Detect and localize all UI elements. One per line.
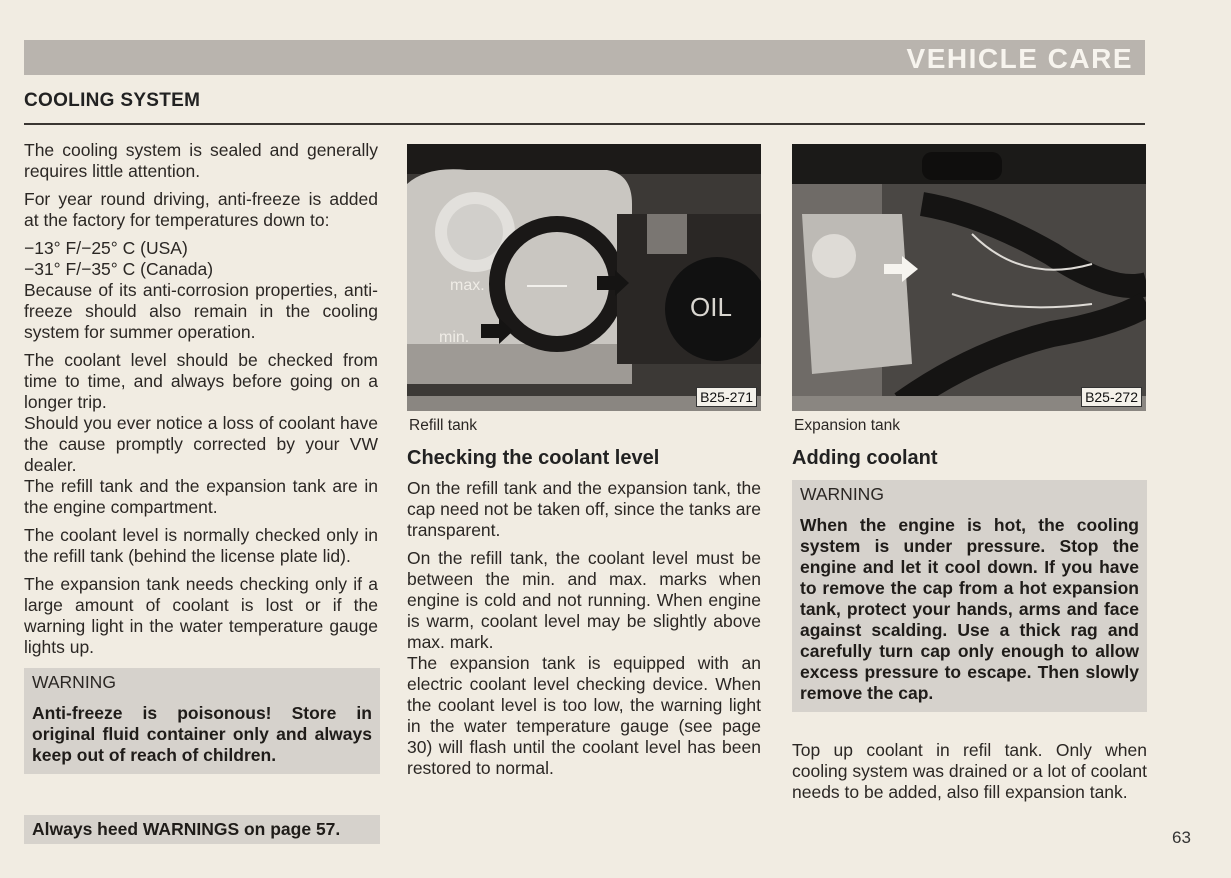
heed-warnings-note: Always heed WARNINGS on page 57. (24, 815, 380, 844)
warning-text: When the engine is hot, the cooling system is under pressure. Stop the engine and let it cool down. If you have to remove the cap from a hot expansion tank, protect your hands, arms and face against scalding. Use a thick rag and carefully turn cap only enough to allow excess pressure to escape. Then slowly remove the cap. (800, 515, 1139, 703)
heading-checking: Checking the coolant level (407, 447, 660, 469)
oil-cap-label: OIL (690, 292, 732, 322)
photo-reference: B25-272 (1081, 387, 1142, 407)
paragraph: Because of its anti-corrosion properties, anti-freeze should also remain in the cooling system for summer operation. (24, 280, 378, 342)
paragraph: For year round driving, anti-freeze is added at the factory for temperatures down to: (24, 189, 378, 230)
temperature-canada: −31° F/−35° C (Canada) (24, 259, 214, 279)
min-label: min. (439, 329, 470, 346)
paragraph: The cooling system is sealed and generally requires little attention. (24, 140, 378, 181)
paragraph: On the refill tank and the expansion tank, the cap need not be taken off, since the tanks are transparent. (407, 478, 761, 540)
header-band (24, 40, 1145, 75)
warning-title: WARNING (32, 672, 116, 692)
paragraph: The expansion tank is equipped with an electric coolant level checking device. When the coolant level is too low, the warning light in the water temperature gauge (see page 30) will flash until the coolant level has been restored to normal. (407, 653, 761, 778)
warning-text: Anti-freeze is poisonous! Store in original fluid container only and always keep out of reach of children. (32, 703, 372, 765)
expansion-tank-photo (792, 144, 1146, 411)
paragraph: The refill tank and the expansion tank are in the engine compartment. (24, 476, 378, 517)
header-title: VEHICLE CARE (906, 43, 1133, 74)
paragraph: The expansion tank needs checking only if a large amount of coolant is lost or if the warning light in the water temperature gauge lights up. (24, 574, 378, 657)
paragraph: Should you ever notice a loss of coolant have the cause promptly corrected by your VW dealer. (24, 413, 378, 475)
photo-caption: Expansion tank (794, 417, 900, 434)
column-intro (24, 140, 378, 774)
section-title: COOLING SYSTEM (24, 90, 201, 111)
warning-box (792, 480, 1147, 712)
expansion-tank-illustration (792, 144, 1146, 411)
section-rule (24, 123, 1145, 125)
photo-caption: Refill tank (409, 417, 478, 434)
refill-tank-illustration (407, 144, 761, 411)
paragraph: On the refill tank, the coolant level must be between the min. and max. marks when engine is cold and not running. When engine is warm, coolant level may be slightly above max. mark. (407, 548, 761, 652)
column-checking (407, 144, 761, 786)
max-label: max. (450, 277, 485, 294)
temperature-usa: −13° F/−25° C (USA) (24, 238, 188, 258)
paragraph: The coolant level is normally checked only in the refill tank (behind the license plate lid). (24, 525, 378, 566)
warning-title: WARNING (800, 484, 884, 504)
page-number: 63 (1172, 828, 1191, 847)
paragraph: The coolant level should be checked from time to time, and always before going on a longer trip. (24, 350, 378, 412)
refill-tank-photo (407, 144, 761, 411)
warning-box (24, 668, 380, 774)
heading-adding: Adding coolant (792, 447, 938, 469)
photo-reference: B25-271 (696, 387, 757, 407)
column-adding (792, 144, 1147, 810)
paragraph: Top up coolant in refil tank. Only when cooling system was drained or a lot of coolant needs to be added, also fill expansion tank. (792, 740, 1147, 802)
